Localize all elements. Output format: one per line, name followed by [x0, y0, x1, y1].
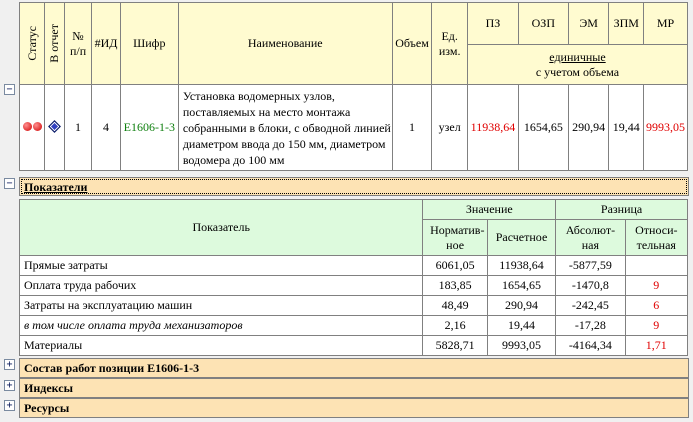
indicator-abs: -5877,59	[556, 256, 625, 276]
col-code-header[interactable]: Шифр	[120, 3, 178, 85]
indicator-rel: 9	[625, 316, 687, 336]
diamond-icon	[48, 120, 61, 133]
indicator-abs: -17,28	[556, 316, 625, 336]
indicator-row[interactable]	[20, 296, 688, 316]
row-em: 290,94	[568, 85, 609, 171]
indicator-norm: 5828,71	[423, 336, 487, 356]
resources-section-header[interactable]	[19, 398, 689, 418]
row-pz: 11938,64	[467, 85, 518, 171]
indicator-calc: 19,44	[487, 316, 555, 336]
indicator-row[interactable]	[20, 276, 688, 296]
col-rel-header[interactable]: Относи-тельная	[625, 220, 687, 256]
works-section-header[interactable]	[19, 358, 689, 378]
row-name: Установка водомерных узлов, поставляемых на место монтажа собранными в блоки, с обводной линией диаметром ввода до 150 мм, диаметром водомера до 100 мм	[178, 85, 392, 171]
expand-resources-toggle[interactable]: +	[4, 400, 15, 411]
price-mode-cell	[467, 45, 687, 85]
expand-indexes-toggle[interactable]: +	[4, 380, 15, 391]
col-em-header[interactable]: ЭМ	[568, 3, 609, 45]
col-indicator-header[interactable]: Показатель	[20, 200, 423, 256]
indicator-rel	[625, 256, 687, 276]
indicator-rel: 9	[625, 276, 687, 296]
indicator-rel: 6	[625, 296, 687, 316]
indicator-row[interactable]	[20, 336, 688, 356]
indicator-name: Оплата труда рабочих	[20, 276, 423, 296]
col-num-header[interactable]: № п/п	[64, 3, 91, 85]
row-ozp: 1654,65	[518, 85, 568, 171]
indexes-section-title: Индексы	[24, 381, 73, 395]
col-mr-header[interactable]: МР	[644, 3, 688, 45]
col-norm-header[interactable]: Норматив-ное	[423, 220, 487, 256]
row-id: 4	[92, 85, 121, 171]
row-volume[interactable]: 1	[392, 85, 432, 171]
row-zpm: 19,44	[609, 85, 644, 171]
indicator-norm: 2,16	[423, 316, 487, 336]
in-report-cell[interactable]	[45, 85, 64, 171]
indicator-rel: 1,71	[625, 336, 687, 356]
collapse-indicators-toggle[interactable]: −	[4, 178, 15, 189]
indicator-abs: -4164,34	[556, 336, 625, 356]
row-code[interactable]: Е1606-1-3	[120, 85, 178, 171]
indicator-norm: 48,49	[423, 296, 487, 316]
col-unit-header[interactable]: Ед. изм.	[432, 3, 468, 85]
indicator-calc: 11938,64	[487, 256, 555, 276]
unit-note[interactable]: единичные	[549, 49, 606, 64]
col-value-header[interactable]: Значение	[423, 200, 556, 220]
col-ozp-header[interactable]: ОЗП	[518, 3, 568, 45]
indicator-name: Прямые затраты	[20, 256, 423, 276]
indicator-abs: -1470,8	[556, 276, 625, 296]
expand-works-toggle[interactable]: +	[4, 359, 15, 370]
col-in-report-header[interactable]: В отчет	[45, 3, 64, 85]
col-status-header[interactable]: Статус	[20, 3, 45, 85]
volume-note: с учетом объема	[535, 64, 620, 79]
indicators-section-title: Показатели	[24, 180, 88, 194]
indicator-name: Затраты на эксплуатацию машин	[20, 296, 423, 316]
works-section-title: Состав работ позиции Е1606-1-3	[24, 361, 200, 375]
col-abs-header[interactable]: Абсолют-ная	[556, 220, 625, 256]
indicator-name: в том числе оплата труда механизаторов	[20, 316, 423, 336]
row-unit: узел	[432, 85, 468, 171]
indicator-row[interactable]	[20, 316, 688, 336]
col-name-header[interactable]: Наименование	[178, 3, 392, 85]
indicator-calc: 9993,05	[487, 336, 555, 356]
status-cell[interactable]	[20, 85, 45, 171]
indicator-row[interactable]	[20, 256, 688, 276]
indicator-calc: 1654,65	[487, 276, 555, 296]
resources-section-title: Ресурсы	[24, 401, 70, 415]
indexes-section-header[interactable]	[19, 378, 689, 398]
col-diff-header[interactable]: Разница	[556, 200, 688, 220]
indicators-table	[19, 199, 688, 356]
status-dot-icon	[23, 122, 32, 131]
indicator-abs: -242,45	[556, 296, 625, 316]
col-calc-header[interactable]: Расчетное	[487, 220, 555, 256]
status-dot-icon	[33, 122, 42, 131]
indicator-name: Материалы	[20, 336, 423, 356]
indicator-norm: 183,85	[423, 276, 487, 296]
col-zpm-header[interactable]: ЗПМ	[609, 3, 644, 45]
col-pz-header[interactable]: ПЗ	[467, 3, 518, 45]
col-id-header[interactable]: #ИД	[92, 3, 121, 85]
position-table	[19, 2, 688, 171]
indicator-calc: 290,94	[487, 296, 555, 316]
row-num: 1	[64, 85, 91, 171]
indicator-norm: 6061,05	[423, 256, 487, 276]
collapse-position-toggle[interactable]: −	[4, 84, 15, 95]
indicators-section-header[interactable]	[19, 177, 689, 196]
col-volume-header[interactable]: Объем	[392, 3, 432, 85]
row-mr: 9993,05	[644, 85, 688, 171]
